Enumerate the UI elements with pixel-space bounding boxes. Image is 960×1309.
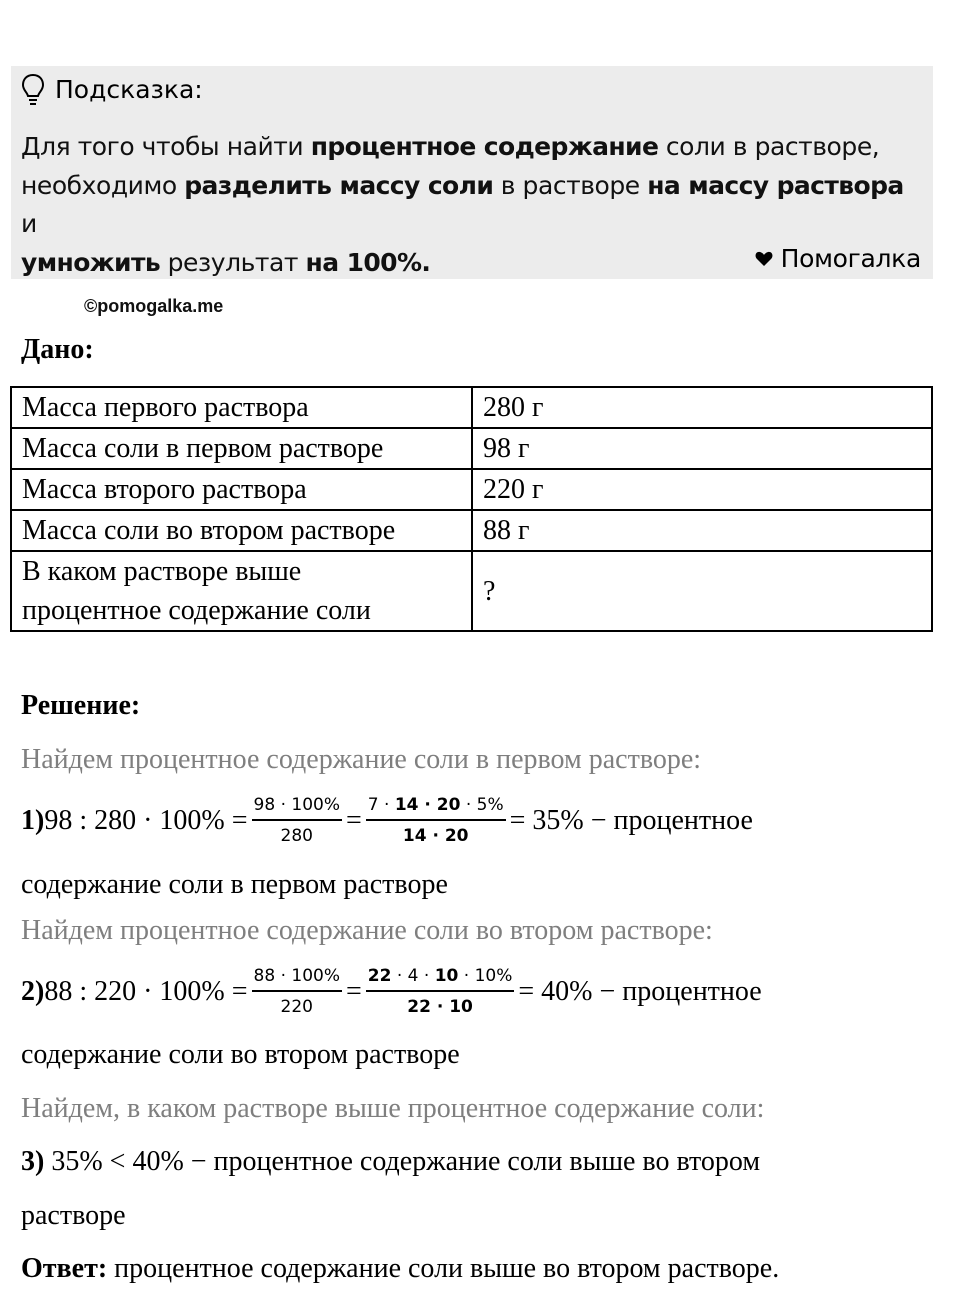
fraction: $\frac{7 \cdot 14 \cdot 20 \cdot 5\%}{14 \cdot 20}$ bbox=[367, 795, 504, 846]
lightbulb-icon bbox=[21, 73, 45, 107]
step1-equation: 1) 98 : 280 · 100% = $\frac{98 \cdot 100\%}{280}$ = $\frac{7 \cdot 14 \cdot 20 \cdot 5\%}{14 \cdot 20}$ = 35% − процентное bbox=[21, 795, 753, 846]
step3-intro: Найдем, в каком растворе выше процентное содержание соли: bbox=[21, 1093, 765, 1124]
hint-header bbox=[21, 72, 203, 108]
given-label: Масса соли во втором растворе bbox=[11, 510, 472, 551]
brand-name: Помогалка bbox=[780, 244, 921, 273]
step3-continuation: растворе bbox=[21, 1200, 126, 1231]
given-value: 98 г bbox=[472, 428, 932, 469]
step2-equation: 2) 88 : 220 · 100% = $\frac{88 \cdot 100\%}{220}$ = $\frac{22 \cdot 4 \cdot 10 \cdot 10\%}{22 \cdot 10}$ = 40% − процентное bbox=[21, 966, 762, 1017]
table-row bbox=[11, 551, 932, 631]
given-table bbox=[10, 386, 933, 632]
given-label: Масса второго раствора bbox=[11, 469, 472, 510]
given-label: В каком растворе выше процентное содержание соли bbox=[11, 551, 472, 631]
hint-text: Для того чтобы найти процентное содержание соли в растворе, необходимо разделить массу соли в растворе на массу раствора и умножить результат на 100%. bbox=[21, 132, 904, 277]
hint-title: Подсказка: bbox=[55, 75, 203, 104]
given-label: Масса первого раствора bbox=[11, 387, 472, 428]
brand-label bbox=[755, 242, 921, 276]
fraction: $\frac{88 \cdot 100\%}{220}$ bbox=[253, 966, 340, 1017]
watermark: ©pomogalka.me bbox=[84, 296, 224, 316]
step2-intro: Найдем процентное содержание соли во втором растворе: bbox=[21, 915, 713, 946]
given-value: 88 г bbox=[472, 510, 932, 551]
answer-text: процентное содержание соли выше во втором растворе. bbox=[107, 1253, 780, 1284]
answer-line bbox=[21, 1253, 779, 1285]
fraction: $\frac{98 \cdot 100\%}{280}$ bbox=[253, 795, 340, 846]
answer-label: Ответ: bbox=[21, 1253, 108, 1284]
solution-title: Решение: bbox=[21, 690, 141, 721]
fraction: $\frac{22 \cdot 4 \cdot 10 \cdot 10\%}{22 \cdot 10}$ bbox=[367, 966, 513, 1017]
given-label: Масса соли в первом растворе bbox=[11, 428, 472, 469]
table-row bbox=[11, 428, 932, 469]
given-title: Дано: bbox=[21, 334, 94, 365]
given-value: ? bbox=[472, 551, 932, 631]
heart-icon bbox=[755, 251, 773, 267]
table-row bbox=[11, 510, 932, 551]
step1-continuation: содержание соли в первом растворе bbox=[21, 869, 448, 900]
given-value: 220 г bbox=[472, 469, 932, 510]
table-row bbox=[11, 469, 932, 510]
step1-intro: Найдем процентное содержание соли в первом растворе: bbox=[21, 744, 702, 775]
step3-line: 3) 35% < 40% − процентное содержание соли выше во втором bbox=[21, 1146, 761, 1177]
step2-continuation: содержание соли во втором растворе bbox=[21, 1039, 460, 1070]
table-row bbox=[11, 387, 932, 428]
given-value: 280 г bbox=[472, 387, 932, 428]
hint-box bbox=[11, 66, 933, 279]
